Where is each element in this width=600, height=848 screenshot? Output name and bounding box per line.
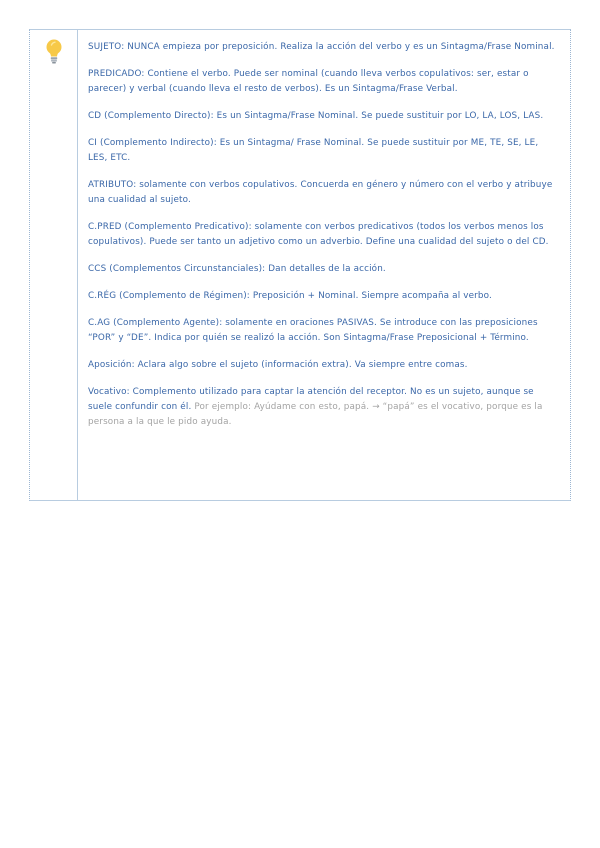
- definition-sujeto: SUJETO: NUNCA empieza por preposición. Realiza la acción del verbo y es un Sintagma/Frase Nominal.: [88, 42, 555, 52]
- definition-cd: CD (Complemento Directo): Es un Sintagma/Frase Nominal. Se puede sustituir por LO, LA, LOS, LAS.: [88, 111, 544, 121]
- definition-aposicion: Aposición: Aclara algo sobre el sujeto (información extra). Va siempre entre comas.: [88, 360, 468, 370]
- definition-cag: C.AG (Complemento Agente): solamente en oraciones PASIVAS. Se introduce con las preposiciones “POR” y “DE”. Indica por quién se realizó la acción. Son Sintagma/Frase Preposicional + Término.: [88, 318, 538, 343]
- definition-vocativo: [88, 385, 558, 430]
- icon-column: [30, 30, 78, 500]
- vocativo-definition: Vocativo: Complemento utilizado para captar la atención del receptor. No es un sujeto, aunque se suele confundir con él.: [88, 387, 534, 412]
- callout-content: [78, 30, 570, 500]
- definition-creg: C.RÉG (Complemento de Régimen): Preposición + Nominal. Siempre acompaña al verbo.: [88, 291, 492, 301]
- lightbulb-icon: [45, 39, 63, 65]
- definition-ci: CI (Complemento Indirecto): Es un Sintagma/ Frase Nominal. Se puede sustituir por ME, TE, SE, LE, LES, ETC.: [88, 138, 539, 163]
- definition-predicado: PREDICADO: Contiene el verbo. Puede ser nominal (cuando lleva verbos copulativos: ser, estar o parecer) y verbal (cuando lleva el resto de verbos). Es un Sintagma/Frase Verbal.: [88, 69, 529, 94]
- vocativo-example: Por ejemplo: Ayúdame con esto, papá. → “papá” es el vocativo, porque es la persona a la que le pido ayuda.: [88, 402, 543, 427]
- grammar-callout: [29, 29, 571, 501]
- definition-ccs: CCS (Complementos Circunstanciales): Dan detalles de la acción.: [88, 264, 386, 274]
- definition-atributo: ATRIBUTO: solamente con verbos copulativos. Concuerda en género y número con el verbo y atribuye una cualidad al sujeto.: [88, 180, 553, 205]
- definition-cpred: C.PRED (Complemento Predicativo): solamente con verbos predicativos (todos los verbos menos los copulativos). Puede ser tanto un adjetivo como un adverbio. Define una cualidad del sujeto o del CD.: [88, 222, 549, 247]
